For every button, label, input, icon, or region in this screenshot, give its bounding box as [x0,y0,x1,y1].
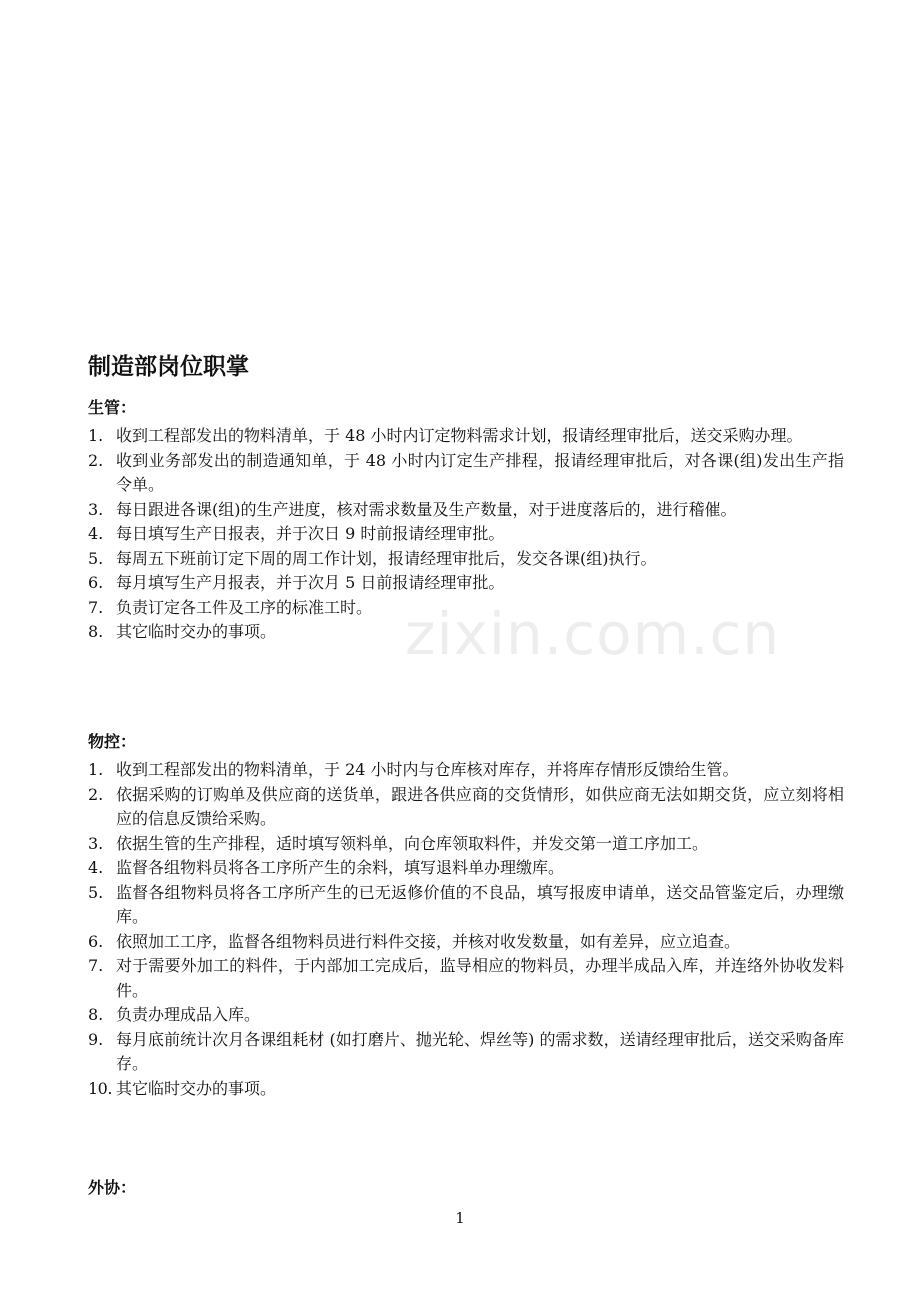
item-number: 7. [88,597,104,617]
item-text: 监督各组物料员将各工序所产生的已无返修价值的不良品，填写报废申请单，送交品管鉴定后，办理缴库。 [116,882,844,926]
list-item [88,832,844,857]
list-item [88,1003,844,1028]
item-number: 7. [88,956,104,975]
item-number: 4. [88,858,104,877]
item-number: 8. [88,622,104,641]
item-number: 5. [88,882,104,902]
list-item [88,954,844,1003]
item-number: 6. [88,573,104,592]
item-text: 监督各组物料员将各工序所产生的余料，填写退料单办理缴库。 [116,858,565,877]
item-text: 每周五下班前订定下周的周工作计划，报请经理审批后，发交各课(组)执行。 [116,548,657,568]
material-control-list [88,758,844,1101]
item-number: 10. [88,1078,112,1098]
list-item [88,1028,844,1077]
item-text: 每月底前统计次月各课组耗材 (如打磨片、抛光轮、焊丝等) 的需求数，送请经理审批后，送交采购备库存。 [116,1029,844,1073]
item-text: 其它临时交办的事项。 [116,622,277,641]
item-text: 负责办理成品入库。 [116,1005,261,1024]
item-text: 每日填写生产日报表，并于次日 9 时前报请经理审批。 [116,524,505,543]
item-text: 依据生管的生产排程，适时填写领料单，向仓库领取料件，并发交第一道工序加工。 [116,833,709,853]
list-item [88,547,844,572]
item-number: 9. [88,1029,104,1049]
list-item [88,498,844,523]
list-item [88,571,844,596]
watermark-text: zixin.com.cn [405,600,781,668]
item-text: 收到业务部发出的制造通知单，于 48 小时内订定生产排程，报请经理审批后，对各课(组)发出生产指令单。 [116,450,844,494]
item-text: 对于需要外加工的料件，于内部加工完成后，监导相应的物料员，办理半成品入库，并连络外协收发料件。 [116,956,844,1000]
item-number: 5. [88,548,104,568]
item-number: 8. [88,1005,104,1024]
page-title: 制造部岗位职掌 [88,354,249,380]
item-text: 每日跟进各课(组)的生产进度，核对需求数量及生产数量，对于进度落后的，进行稽催。 [116,499,737,519]
list-item [88,783,844,832]
list-item [88,881,844,930]
section-heading-production-control: 生管： [88,398,137,417]
item-text: 收到工程部发出的物料清单，于 24 小时内与仓库核对库存，并将库存情形反馈给生管。 [116,760,739,779]
list-item [88,856,844,881]
item-text: 其它临时交办的事项。 [116,1078,277,1098]
item-number: 2. [88,450,104,470]
item-number: 3. [88,499,104,519]
item-text: 依据采购的订购单及供应商的送货单，跟进各供应商的交货情形，如供应商无法如期交货，应立刻将相应的信息反馈给采购。 [116,784,844,828]
list-item [88,758,844,783]
list-item [88,424,844,449]
item-text: 每月填写生产月报表，并于次月 5 日前报请经理审批。 [116,573,505,592]
item-number: 1. [88,760,104,779]
item-number: 3. [88,833,104,853]
list-item [88,620,844,645]
item-number: 1. [88,426,104,445]
item-number: 6. [88,931,104,951]
list-item [88,930,844,955]
page-number: 1 [455,1209,465,1227]
section-heading-outsourcing: 外协： [88,1178,137,1197]
production-control-list [88,424,844,645]
section-heading-material-control: 物控： [88,732,137,751]
list-item [88,596,844,621]
list-item [88,449,844,498]
item-number: 2. [88,784,104,804]
item-number: 4. [88,524,104,543]
list-item [88,522,844,547]
item-text: 依照加工工序，监督各组物料员进行料件交接，并核对收发数量，如有差异，应立追查。 [116,931,741,951]
item-text: 负责订定各工件及工序的标准工时。 [116,597,373,617]
list-item [88,1077,844,1102]
item-text: 收到工程部发出的物料清单，于 48 小时内订定物料需求计划，报请经理审批后，送交采购办理。 [116,426,803,445]
